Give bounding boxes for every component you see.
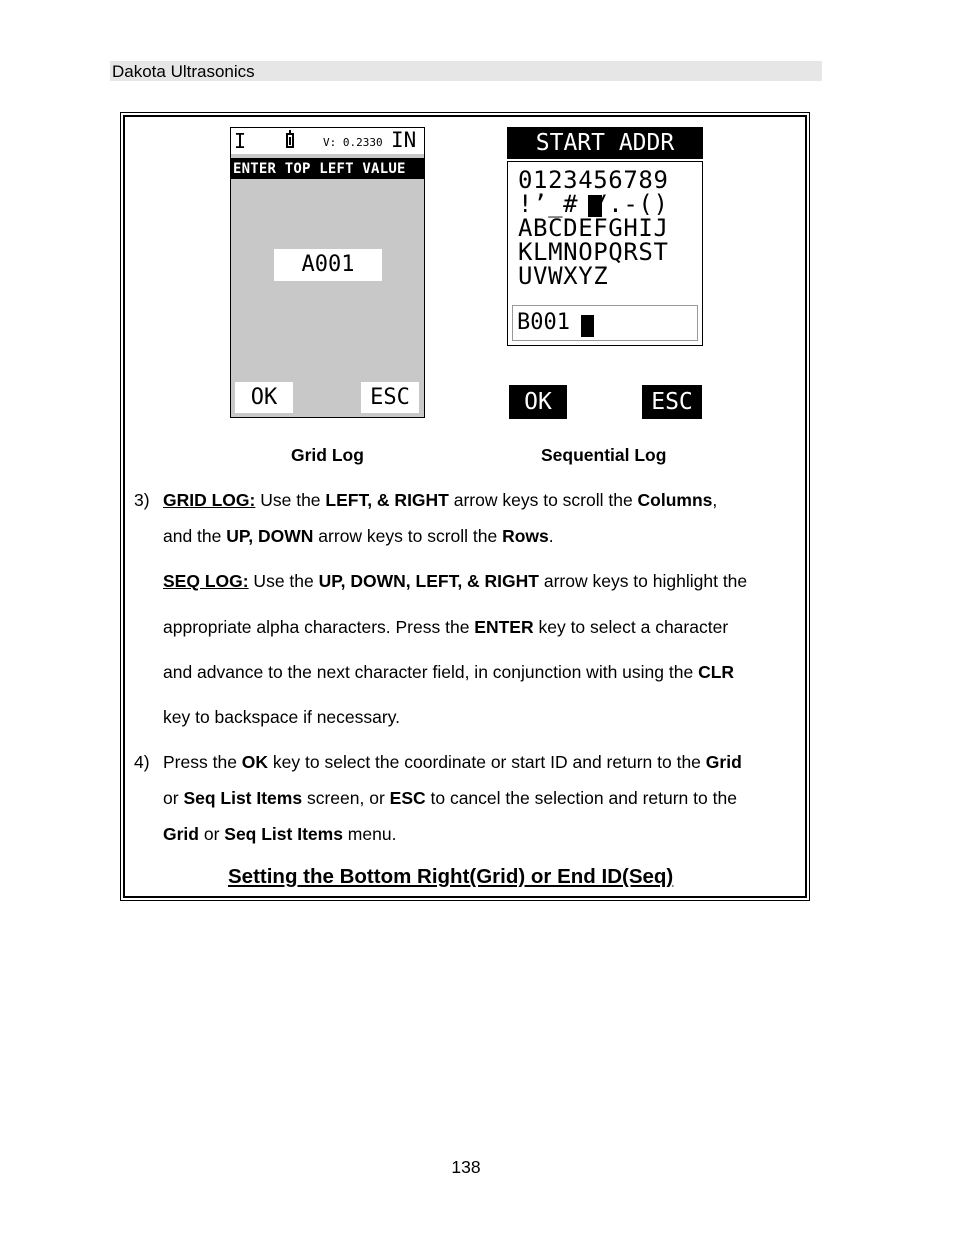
text-run: ENTER bbox=[474, 617, 534, 637]
step3-seq-line3 bbox=[163, 662, 734, 683]
grid-screen-title: ENTER TOP LEFT VALUE bbox=[233, 161, 406, 177]
status-bar bbox=[231, 128, 424, 154]
step4-line1 bbox=[163, 752, 742, 773]
text-run: Seq List Items bbox=[183, 788, 303, 808]
text-run: . bbox=[548, 526, 554, 546]
seq-ok-button[interactable] bbox=[509, 385, 567, 419]
text-run: arrow keys to highlight the bbox=[538, 571, 748, 591]
char-row-k-t[interactable]: KLMNOPQRST bbox=[518, 238, 669, 266]
grid-ok-button[interactable] bbox=[235, 382, 293, 413]
step-number-4: 4) bbox=[134, 752, 150, 772]
text-cursor bbox=[581, 315, 594, 337]
step3-seq-line1 bbox=[163, 571, 747, 592]
status-velocity: V: 0.2330 bbox=[323, 136, 383, 149]
grid-ok-label: OK bbox=[250, 385, 278, 410]
grid-value: A001 bbox=[301, 252, 355, 277]
seq-character-panel bbox=[507, 161, 703, 346]
text-run: to cancel the selection and return to the bbox=[425, 788, 737, 808]
step3-grid-line2 bbox=[163, 526, 554, 547]
step3-seq-line4 bbox=[163, 707, 400, 728]
seq-esc-label: ESC bbox=[651, 389, 693, 415]
grid-esc-button[interactable] bbox=[361, 382, 419, 413]
text-run: UP, DOWN bbox=[226, 526, 314, 546]
text-run: and the bbox=[163, 526, 227, 546]
section-heading: Setting the Bottom Right(Grid) or End ID(Seq) bbox=[228, 865, 674, 888]
text-run: menu. bbox=[342, 824, 397, 844]
text-run: Grid bbox=[163, 824, 199, 844]
page-number: 138 bbox=[451, 1157, 481, 1177]
text-run: Press the bbox=[163, 752, 242, 772]
text-run: or bbox=[163, 788, 184, 808]
step-number-3: 3) bbox=[134, 490, 150, 510]
text-run: ESC bbox=[389, 788, 426, 808]
caption-grid-log: Grid Log bbox=[291, 445, 364, 465]
grid-log-heading: GRID LOG: bbox=[163, 490, 256, 510]
text-run: arrow keys to scroll the bbox=[313, 526, 503, 546]
seq-esc-button[interactable] bbox=[642, 385, 702, 419]
text-run: or bbox=[198, 824, 225, 844]
seq-input-field[interactable] bbox=[512, 305, 698, 341]
text-run: Grid bbox=[705, 752, 742, 772]
char-row-u-z[interactable]: UVWXYZ bbox=[518, 262, 609, 290]
grid-value-field[interactable] bbox=[274, 249, 382, 281]
seq-title-bar bbox=[507, 127, 703, 159]
text-run: arrow keys to scroll the bbox=[448, 490, 638, 510]
grid-log-screen bbox=[230, 127, 425, 418]
text-run: CLR bbox=[698, 662, 735, 682]
text-run: Use the bbox=[248, 571, 319, 591]
seq-ok-label: OK bbox=[524, 389, 552, 415]
text-run: Columns bbox=[637, 490, 713, 510]
step3-seq-line2 bbox=[163, 617, 728, 638]
running-header bbox=[110, 61, 822, 81]
text-run: Use the bbox=[255, 490, 326, 510]
seq-screen-title: START ADDR bbox=[535, 130, 675, 156]
battery-icon bbox=[286, 133, 294, 148]
char-row-a-j[interactable]: ABCDEFGHIJ bbox=[518, 214, 669, 242]
status-units: IN bbox=[391, 128, 417, 152]
text-run: and advance to the next character field, in conjunction with using the bbox=[163, 662, 699, 682]
status-mode: I bbox=[234, 129, 247, 153]
text-run: key to select the coordinate or start ID and return to the bbox=[268, 752, 706, 772]
seq-log-heading: SEQ LOG: bbox=[163, 571, 249, 591]
text-run: , bbox=[712, 490, 718, 510]
char-row-symbols[interactable]: !’_# /.-() bbox=[518, 190, 669, 218]
step3-grid-line1 bbox=[163, 490, 717, 511]
char-row-digits[interactable]: 0123456789 bbox=[518, 166, 669, 194]
text-run: appropriate alpha characters. Press the bbox=[163, 617, 475, 637]
step4-line3 bbox=[163, 824, 396, 845]
text-run: LEFT, & RIGHT bbox=[325, 490, 449, 510]
grid-title-bar bbox=[231, 158, 424, 179]
caption-sequential-log: Sequential Log bbox=[541, 445, 667, 465]
text-run: UP, DOWN, LEFT, & RIGHT bbox=[318, 571, 539, 591]
text-run: key to backspace if necessary. bbox=[163, 707, 401, 727]
grid-esc-label: ESC bbox=[370, 385, 410, 410]
text-run: key to select a character bbox=[533, 617, 729, 637]
step4-line2 bbox=[163, 788, 737, 809]
seq-input-value: B001 bbox=[517, 310, 570, 335]
text-run: screen, or bbox=[302, 788, 390, 808]
text-run: Rows bbox=[502, 526, 549, 546]
text-run: Seq List Items bbox=[224, 824, 343, 844]
text-run: OK bbox=[241, 752, 269, 772]
company-name: Dakota Ultrasonics bbox=[112, 62, 255, 81]
